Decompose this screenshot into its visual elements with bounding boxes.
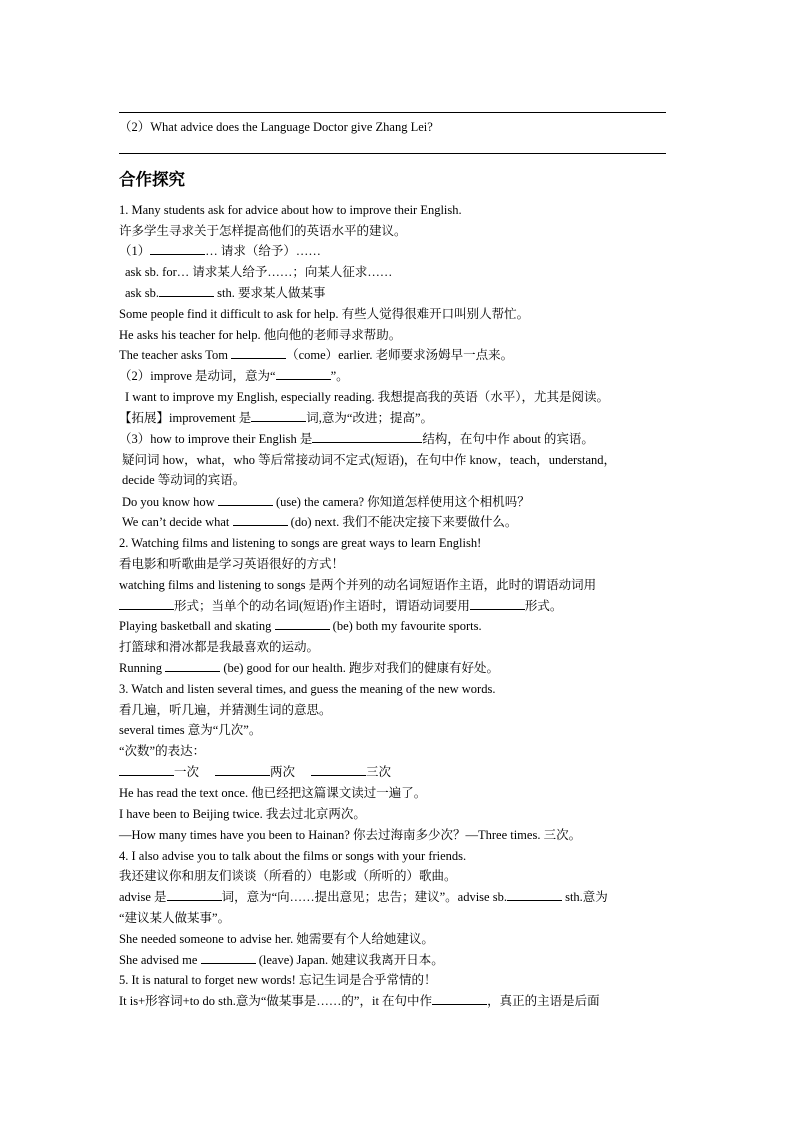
fill-blank[interactable] — [311, 764, 366, 776]
grammar-note: watching films and listening to songs 是两个并列的动名词短语作主语，此时的谓语动词用 — [119, 578, 597, 592]
item-1-point-2: （2）improve 是动词，意为“ ”。 — [119, 369, 349, 383]
example-sentence: I want to improve my English, especially reading. 我想提高我的英语（水平），尤其是阅读。 — [125, 390, 609, 404]
exercise-sentence: We can’t decide what (do) next. 我们不能决定接下来要做什么。 — [122, 515, 518, 529]
fill-blank[interactable] — [159, 285, 214, 297]
fill-blank[interactable] — [231, 347, 286, 359]
grammar-note: advise 是 词，意为“向……提出意见；忠告；建议”。advise sb. sth.意为 — [119, 890, 608, 904]
section-heading: 合作探究 — [119, 170, 185, 189]
item-1-usage-2: ask sb. sth. 要求某人做某事 — [125, 286, 326, 300]
exercise-sentence: Running (be) good for our health. 跑步对我们的健康有好处。 — [119, 661, 499, 675]
grammar-note: several times 意为“几次”。 — [119, 723, 262, 737]
exercise-sentence: Playing basketball and skating (be) both my favourite sports. — [119, 619, 482, 633]
exercise-sentence: Do you know how (use) the camera? 你知道怎样使用这个相机吗？ — [122, 495, 530, 509]
question-2: （2）What advice does the Language Doctor give Zhang Lei? — [119, 120, 433, 134]
grammar-note: “建议某人做某事”。 — [119, 911, 231, 925]
example-sentence: —How many times have you been to Hainan? 你去过海南多少次？—Three times. 三次。 — [119, 828, 582, 842]
item-4-translation: 我还建议你和朋友们谈谈（所看的）电影或（所听的）歌曲。 — [119, 869, 457, 883]
item-2-sentence: 2. Watching films and listening to songs are great ways to learn English! — [119, 536, 482, 550]
grammar-note: “次数”的表达： — [119, 744, 206, 758]
item-1-usage: ask sb. for… 请求某人给予……；向某人征求…… — [125, 265, 393, 279]
fill-blank[interactable] — [167, 889, 222, 901]
item-1-translation: 许多学生寻求关于怎样提高他们的英语水平的建议。 — [119, 224, 407, 238]
grammar-note: 形式；当单个的动名词(短语)作主语时，谓语动词要用 形式。 — [119, 598, 562, 614]
example-sentence: He has read the text once. 他已经把这篇课文读过一遍了。 — [119, 786, 427, 800]
fill-blank[interactable] — [119, 764, 174, 776]
fill-blank[interactable] — [165, 660, 220, 672]
fill-blank[interactable] — [119, 598, 174, 610]
item-5-sentence: 5. It is natural to forget new words! 忘记生词是合乎常情的！ — [119, 973, 437, 987]
item-1-sentence: 1. Many students ask for advice about how to improve their English. — [119, 203, 462, 217]
fill-blank[interactable] — [275, 618, 330, 630]
grammar-note: It is+形容词+to do sth.意为“做某事是……的”，it 在句中作 ，真正的主语是后面 — [119, 994, 600, 1008]
example-sentence: I have been to Beijing twice. 我去过北京两次。 — [119, 807, 366, 821]
grammar-note: decide 等动词的宾语。 — [122, 473, 246, 487]
frequency-blanks: 一次 两次 三次 — [119, 764, 391, 780]
fill-blank[interactable] — [470, 598, 525, 610]
item-3-translation: 看几遍，听几遍，并猜测生词的意思。 — [119, 703, 332, 717]
fill-blank[interactable] — [218, 494, 273, 506]
item-4-sentence: 4. I also advise you to talk about the films or songs with your friends. — [119, 849, 467, 863]
fill-blank[interactable] — [201, 952, 256, 964]
item-1-point-1: （1） … 请求（给予）…… — [119, 244, 321, 258]
item-2-translation: 看电影和听歌曲是学习英语很好的方式！ — [119, 557, 345, 571]
item-1-point-3: （3）how to improve their English 是 结构，在句中作 about 的宾语。 — [119, 432, 594, 446]
example-sentence: Some people find it difficult to ask for help. 有些人觉得很难开口叫别人帮忙。 — [119, 307, 530, 321]
example-sentence: She needed someone to advise her. 她需要有个人给她建议。 — [119, 932, 434, 946]
fill-blank[interactable] — [215, 764, 270, 776]
fill-blank[interactable] — [233, 514, 288, 526]
extension-note: 【拓展】improvement 是 词,意为“改进；提高”。 — [119, 411, 434, 425]
fill-blank[interactable] — [150, 243, 205, 255]
fill-blank[interactable] — [251, 410, 306, 422]
item-3-sentence: 3. Watch and listen several times, and guess the meaning of the new words. — [119, 682, 496, 696]
grammar-note: 疑问词 how，what，who 等后常接动词不定式(短语)，在句中作 know，teach，understand， — [122, 453, 617, 467]
exercise-sentence: She advised me (leave) Japan. 她建议我离开日本。 — [119, 953, 444, 967]
exercise-sentence: The teacher asks Tom （come）earlier. 老师要求汤姆早一点来。 — [119, 348, 514, 362]
answer-line — [119, 153, 666, 154]
example-sentence: He asks his teacher for help. 他向他的老师寻求帮助。 — [119, 328, 402, 342]
example-translation: 打篮球和滑冰都是我最喜欢的运动。 — [119, 640, 320, 654]
answer-line — [119, 112, 666, 113]
fill-blank[interactable] — [507, 889, 562, 901]
fill-blank[interactable] — [432, 993, 487, 1005]
fill-blank[interactable] — [276, 368, 331, 380]
fill-blank[interactable] — [312, 431, 422, 443]
